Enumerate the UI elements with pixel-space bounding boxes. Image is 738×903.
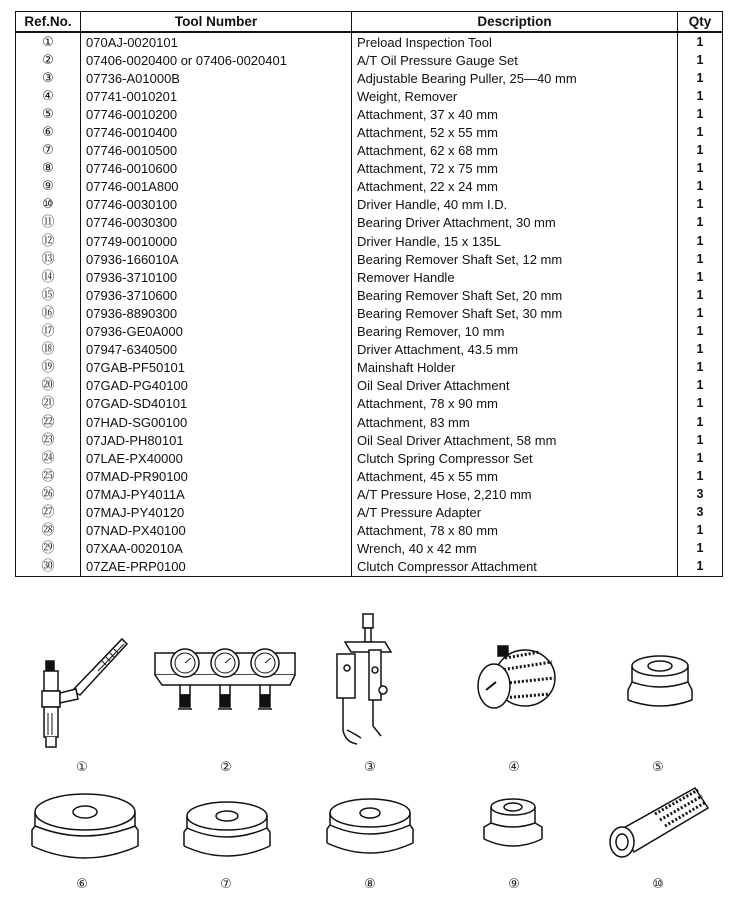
qty-cell: 1 — [678, 304, 723, 322]
ref-no-cell: ⑪ — [16, 214, 81, 232]
tool-number-cell: 07MAD-PR90100 — [81, 467, 352, 485]
preload-inspection-tool-illustration — [32, 633, 132, 758]
ref-no-cell: ⑩ — [16, 196, 81, 214]
qty-cell: 1 — [678, 449, 723, 467]
ref-no-cell: ② — [16, 51, 81, 69]
qty-cell: 1 — [678, 323, 723, 341]
tool-number-cell: 07749-0010000 — [81, 232, 352, 250]
table-row — [16, 160, 723, 178]
table-row — [16, 196, 723, 214]
tool-number-cell: 07MAJ-PY4011A — [81, 485, 352, 503]
tool-number-cell: 07936-166010A — [81, 250, 352, 268]
tool-number-cell: 07741-0010201 — [81, 87, 352, 105]
table-row — [16, 540, 723, 558]
table-row — [16, 558, 723, 577]
header-description: Description — [352, 12, 678, 33]
bearing-puller-illustration — [325, 610, 405, 750]
table-row — [16, 522, 723, 540]
qty-cell: 1 — [678, 69, 723, 87]
qty-cell: 1 — [678, 431, 723, 449]
attachment-52x55-illustration — [30, 790, 140, 870]
qty-cell: 1 — [678, 87, 723, 105]
tool-number-cell: 07746-0030300 — [81, 214, 352, 232]
ref-no-cell: ㉖ — [16, 485, 81, 503]
qty-cell: 1 — [678, 395, 723, 413]
tool-number-cell: 07736-A01000B — [81, 69, 352, 87]
ref-no-cell: ㉒ — [16, 413, 81, 431]
table-header-row — [16, 12, 723, 33]
header-qty: Qty — [678, 12, 723, 33]
qty-cell: 1 — [678, 142, 723, 160]
attachment-62x68-illustration — [182, 798, 272, 868]
description-cell: Attachment, 72 x 75 mm — [352, 160, 678, 178]
table-row — [16, 178, 723, 196]
figure-caption-4: ④ — [508, 760, 520, 775]
qty-cell: 1 — [678, 51, 723, 69]
ref-no-cell: ⑫ — [16, 232, 81, 250]
table-row — [16, 341, 723, 359]
attachment-37x40-illustration — [625, 652, 695, 712]
driver-handle-illustration — [600, 780, 715, 870]
figure-caption-10: ⑩ — [652, 877, 664, 892]
table-row — [16, 323, 723, 341]
description-cell: A/T Pressure Hose, 2,210 mm — [352, 485, 678, 503]
ref-no-cell: ⑧ — [16, 160, 81, 178]
tool-number-cell: 07746-0010400 — [81, 123, 352, 141]
tool-number-cell: 07746-0010500 — [81, 142, 352, 160]
tool-number-cell: 07947-6340500 — [81, 341, 352, 359]
table-row — [16, 105, 723, 123]
description-cell: Oil Seal Driver Attachment — [352, 377, 678, 395]
ref-no-cell: ⑭ — [16, 268, 81, 286]
qty-cell: 1 — [678, 214, 723, 232]
special-tools-table — [15, 11, 723, 577]
description-cell: Driver Handle, 40 mm I.D. — [352, 196, 678, 214]
description-cell: A/T Oil Pressure Gauge Set — [352, 51, 678, 69]
table-row — [16, 123, 723, 141]
tool-number-cell: 07GAD-SD40101 — [81, 395, 352, 413]
ref-no-cell: ㉔ — [16, 449, 81, 467]
description-cell: Preload Inspection Tool — [352, 32, 678, 51]
qty-cell: 3 — [678, 503, 723, 521]
qty-cell: 1 — [678, 105, 723, 123]
ref-no-cell: ⑯ — [16, 304, 81, 322]
qty-cell: 1 — [678, 413, 723, 431]
description-cell: Clutch Compressor Attachment — [352, 558, 678, 577]
table-row — [16, 214, 723, 232]
qty-cell: 1 — [678, 123, 723, 141]
ref-no-cell: ㉘ — [16, 522, 81, 540]
table-row — [16, 51, 723, 69]
tool-number-cell: 07XAA-002010A — [81, 540, 352, 558]
description-cell: Clutch Spring Compressor Set — [352, 449, 678, 467]
figure-caption-7: ⑦ — [220, 877, 232, 892]
table-row — [16, 467, 723, 485]
weight-remover-illustration — [470, 640, 560, 720]
tool-number-cell: 07936-GE0A000 — [81, 323, 352, 341]
tool-number-cell: 07406-0020400 or 07406-0020401 — [81, 51, 352, 69]
description-cell: Weight, Remover — [352, 87, 678, 105]
figure-caption-2: ② — [220, 760, 232, 775]
description-cell: Bearing Remover Shaft Set, 12 mm — [352, 250, 678, 268]
ref-no-cell: ㉓ — [16, 431, 81, 449]
ref-no-cell: ㉗ — [16, 503, 81, 521]
tool-number-cell: 07HAD-SG00100 — [81, 413, 352, 431]
tool-number-cell: 07936-8890300 — [81, 304, 352, 322]
table-row — [16, 304, 723, 322]
description-cell: Adjustable Bearing Puller, 25—40 mm — [352, 69, 678, 87]
qty-cell: 1 — [678, 467, 723, 485]
description-cell: Mainshaft Holder — [352, 359, 678, 377]
table-row — [16, 359, 723, 377]
qty-cell: 1 — [678, 377, 723, 395]
tool-number-cell: 07GAD-PG40100 — [81, 377, 352, 395]
description-cell: Attachment, 37 x 40 mm — [352, 105, 678, 123]
table-row — [16, 431, 723, 449]
ref-no-cell: ③ — [16, 69, 81, 87]
figure-caption-6: ⑥ — [76, 877, 88, 892]
table-row — [16, 142, 723, 160]
ref-no-cell: ⑬ — [16, 250, 81, 268]
ref-no-cell: ㉑ — [16, 395, 81, 413]
tool-number-cell: 07746-001A800 — [81, 178, 352, 196]
description-cell: Bearing Remover Shaft Set, 30 mm — [352, 304, 678, 322]
qty-cell: 1 — [678, 160, 723, 178]
qty-cell: 1 — [678, 522, 723, 540]
attachment-72x75-illustration — [325, 795, 415, 865]
table-row — [16, 250, 723, 268]
description-cell: Bearing Remover Shaft Set, 20 mm — [352, 286, 678, 304]
ref-no-cell: ⑤ — [16, 105, 81, 123]
oil-pressure-gauge-set-illustration — [150, 643, 300, 723]
table-row — [16, 268, 723, 286]
tool-number-cell: 07746-0030100 — [81, 196, 352, 214]
table-row — [16, 32, 723, 51]
tool-number-cell: 07746-0010200 — [81, 105, 352, 123]
qty-cell: 1 — [678, 178, 723, 196]
description-cell: Attachment, 78 x 80 mm — [352, 522, 678, 540]
tool-number-cell: 07JAD-PH80101 — [81, 431, 352, 449]
tool-number-cell: 07NAD-PX40100 — [81, 522, 352, 540]
figure-caption-9: ⑨ — [508, 877, 520, 892]
ref-no-cell: ㉙ — [16, 540, 81, 558]
ref-no-cell: ⑦ — [16, 142, 81, 160]
description-cell: Driver Attachment, 43.5 mm — [352, 341, 678, 359]
figure-caption-1: ① — [76, 760, 88, 775]
table-row — [16, 87, 723, 105]
description-cell: Remover Handle — [352, 268, 678, 286]
description-cell: Wrench, 40 x 42 mm — [352, 540, 678, 558]
qty-cell: 1 — [678, 250, 723, 268]
figure-caption-5: ⑤ — [652, 760, 664, 775]
table-row — [16, 395, 723, 413]
ref-no-cell: ⑲ — [16, 359, 81, 377]
ref-no-cell: ④ — [16, 87, 81, 105]
ref-no-cell: ⑳ — [16, 377, 81, 395]
tool-number-cell: 070AJ-0020101 — [81, 32, 352, 51]
ref-no-cell: ⑨ — [16, 178, 81, 196]
tool-number-cell: 07936-3710600 — [81, 286, 352, 304]
description-cell: Bearing Remover, 10 mm — [352, 323, 678, 341]
table-row — [16, 286, 723, 304]
attachment-22x24-illustration — [478, 795, 548, 855]
qty-cell: 1 — [678, 558, 723, 577]
tool-number-cell: 07936-3710100 — [81, 268, 352, 286]
description-cell: Driver Handle, 15 x 135L — [352, 232, 678, 250]
tool-number-cell: 07LAE-PX40000 — [81, 449, 352, 467]
tool-number-cell: 07746-0010600 — [81, 160, 352, 178]
description-cell: A/T Pressure Adapter — [352, 503, 678, 521]
qty-cell: 1 — [678, 540, 723, 558]
ref-no-cell: ⑮ — [16, 286, 81, 304]
header-ref-no: Ref.No. — [16, 12, 81, 33]
table-row — [16, 413, 723, 431]
table-row — [16, 485, 723, 503]
ref-no-cell: ㉕ — [16, 467, 81, 485]
qty-cell: 1 — [678, 268, 723, 286]
table-row — [16, 232, 723, 250]
tool-number-cell: 07ZAE-PRP0100 — [81, 558, 352, 577]
figure-caption-8: ⑧ — [364, 877, 376, 892]
description-cell: Attachment, 78 x 90 mm — [352, 395, 678, 413]
description-cell: Attachment, 45 x 55 mm — [352, 467, 678, 485]
description-cell: Attachment, 52 x 55 mm — [352, 123, 678, 141]
qty-cell: 1 — [678, 286, 723, 304]
table-row — [16, 377, 723, 395]
qty-cell: 1 — [678, 196, 723, 214]
table-row — [16, 69, 723, 87]
description-cell: Bearing Driver Attachment, 30 mm — [352, 214, 678, 232]
ref-no-cell: ㉚ — [16, 558, 81, 577]
ref-no-cell: ⑥ — [16, 123, 81, 141]
table-row — [16, 449, 723, 467]
description-cell: Attachment, 83 mm — [352, 413, 678, 431]
ref-no-cell: ⑱ — [16, 341, 81, 359]
qty-cell: 1 — [678, 232, 723, 250]
figure-caption-3: ③ — [364, 760, 376, 775]
qty-cell: 1 — [678, 359, 723, 377]
qty-cell: 1 — [678, 32, 723, 51]
header-tool-number: Tool Number — [81, 12, 352, 33]
table-row — [16, 503, 723, 521]
description-cell: Attachment, 22 x 24 mm — [352, 178, 678, 196]
ref-no-cell: ⑰ — [16, 323, 81, 341]
tool-number-cell: 07MAJ-PY40120 — [81, 503, 352, 521]
ref-no-cell: ① — [16, 32, 81, 51]
description-cell: Oil Seal Driver Attachment, 58 mm — [352, 431, 678, 449]
tool-number-cell: 07GAB-PF50101 — [81, 359, 352, 377]
qty-cell: 3 — [678, 485, 723, 503]
description-cell: Attachment, 62 x 68 mm — [352, 142, 678, 160]
qty-cell: 1 — [678, 341, 723, 359]
